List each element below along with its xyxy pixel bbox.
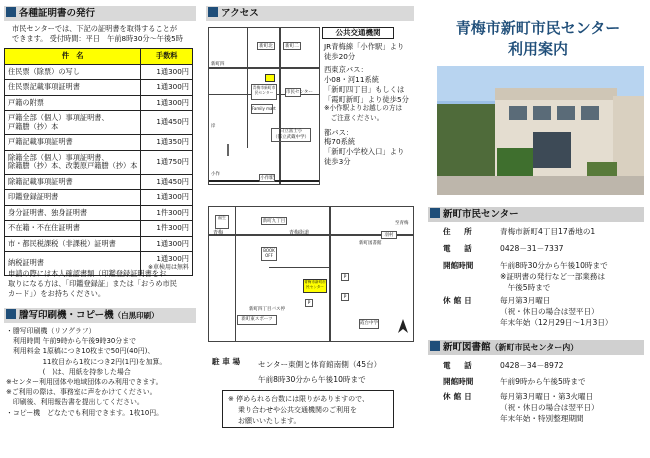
table-row [5, 221, 193, 237]
cell-fee: 1通750円 [141, 150, 193, 174]
map-road [269, 267, 329, 268]
copy-details: ・謄写印刷機（リソグラフ） 利用時間 午前9時から午後9時30分まで 利用料金 1原稿につき10枚まで50円(40円)、 11枚目から1枚につき2円(1円)を加算。 ( )は、用紙を持参した場合 ※センター利用団体や地域団体のみ利用できます。 ※ご利用の際は、事務室に声をかけてください。 印刷後、利用報告書を提出してください。 ・コピー機 どなたでも利用できます。1枚10円。 [6, 327, 167, 417]
header-name: 件 名 [5, 49, 141, 65]
transport-info: JR青梅線「小作駅」より 徒歩20分 西東京バス： 小08・河11系統 「新町四丁目」もしくは 「霞町新町」より徒歩5分 ※小作駅よりお越しの方は ご注意ください。 都バス： 梅70系統 「新町小学校入口」より 徒歩3分 [324, 42, 409, 166]
map-path [227, 144, 241, 156]
fee-table [4, 48, 193, 276]
parking-info: センター東側と体育館南側（45台） 午前8時30分から午後10時まで [258, 360, 382, 384]
cell-name: 印鑑登録証明書 [5, 190, 141, 206]
cell-fee: 1通300円 [141, 80, 193, 96]
center-marker: 青梅市新町市民センター [303, 279, 327, 293]
area-map [208, 27, 320, 185]
map-label: 至青梅 [395, 221, 409, 226]
table-row [5, 205, 193, 221]
table-row [5, 64, 193, 80]
table-row [5, 111, 193, 135]
page-title: 青梅市新町市民センター 利用案内 [455, 19, 621, 58]
cell-name: 住民票記載事項証明書 [5, 80, 141, 96]
parking-notice: ※ 停められる台数には限りがありますので、 乗り合わせや公共交通機関のご利用を お願いいたします。 [222, 390, 394, 428]
map-label: 青梅市新町市民センター [251, 84, 277, 100]
cell-name: 除籍全部（個人）事項証明書、 除籍謄（抄）本、改製原戸籍謄（抄）本 [5, 150, 141, 174]
map-label: 新町四 [211, 62, 225, 67]
parking-label: 駐 車 場 [212, 357, 241, 366]
map-label: 新町北 [257, 42, 275, 50]
cell-name: 市・都民税課税（非課税）証明書 [5, 236, 141, 252]
square-bullet-icon [6, 7, 16, 17]
parking-icon: P [341, 293, 349, 301]
map-label: 福生 [215, 215, 229, 229]
map-label: 岸 [211, 124, 216, 129]
square-bullet-icon [430, 208, 440, 218]
cell-fee: 1通450円 [141, 111, 193, 135]
cell-fee: 1通350円 [141, 135, 193, 151]
table-header-row [5, 49, 193, 65]
square-bullet-icon [208, 7, 218, 17]
certificates-intro: 市民センターでは、下記の証明書を取得することが できます。 受付時間：平日 午前8時30分～午後5時 [12, 24, 183, 43]
transport-title: 公共交通機関 [322, 27, 394, 39]
map-label: BOOK OFF [261, 247, 277, 261]
cell-fee: 1通300円 [141, 95, 193, 111]
map-road [247, 28, 248, 148]
map-label: 青梅 [213, 230, 224, 236]
cell-name: 身分証明書、独身証明書 [5, 205, 141, 221]
building-photo [437, 66, 644, 195]
copy-heading: 謄写印刷機・コピー機（白黒印刷） [4, 308, 196, 323]
cell-fee: 1通450円 [141, 174, 193, 190]
map-label: 新町図書館 [359, 241, 382, 246]
map-label: 新町二 [283, 42, 301, 50]
map-label: 市民センター [286, 90, 313, 95]
map-label: 新町九丁目 [262, 219, 286, 224]
map-label: 新町四丁目バス停 [249, 307, 285, 312]
cell-name: 不在籍・不在住証明書 [5, 221, 141, 237]
north-arrow-icon [397, 319, 409, 335]
table-row [5, 150, 193, 174]
certificates-heading: 各種証明書の発行 [4, 6, 196, 21]
table-row [5, 80, 193, 96]
map-label: 小作 [211, 172, 220, 177]
table-row [5, 174, 193, 190]
cell-fee: 1件300円 [141, 221, 193, 237]
table-row [5, 135, 193, 151]
map-label: 霞台中学 [359, 319, 379, 329]
map-road [329, 207, 331, 341]
map-label: 日立富士小 （都立武蔵中学） [273, 129, 309, 140]
cell-name: 納税証明書 [5, 252, 141, 276]
certificates-notes: 申請の際には本人確認書類（印鑑登録証明書をお 取りになる方は、「印鑑登録証」または「おうめ市民 カード」）をお持ちください。 [8, 269, 177, 298]
table-row [5, 190, 193, 206]
center-marker [265, 74, 275, 82]
square-bullet-icon [6, 309, 16, 319]
header-fee: 手数料 [141, 49, 193, 65]
table-row [5, 236, 193, 252]
cell-fee: 1通300円 ※車検用は無料 [141, 252, 193, 276]
cell-fee: 1通300円 [141, 190, 193, 206]
cell-fee: 1通300円 [141, 236, 193, 252]
parking-icon: P [341, 273, 349, 281]
cell-name: 戸籍記載事項証明書 [5, 135, 141, 151]
map-label: 新町東スポーツ [237, 315, 277, 325]
cell-name: 戸籍の附票 [5, 95, 141, 111]
cell-fee: 1件300円 [141, 205, 193, 221]
cell-name: 戸籍全部（個人）事項証明書、 戸籍謄（抄）本 [5, 111, 141, 135]
map-label: 羽村 [381, 231, 397, 239]
cell-name: 住民票（除票）の写し [5, 64, 141, 80]
center-heading: 新町市民センター [428, 207, 644, 222]
map-label: 青梅街道 [289, 230, 310, 236]
library-heading: 新町図書館（新町市民センター内） [428, 340, 644, 355]
map-road [235, 207, 236, 341]
map-road [209, 67, 319, 69]
square-bullet-icon [430, 341, 440, 351]
parking-icon: P [305, 299, 313, 307]
map-road [279, 28, 281, 184]
access-heading: アクセス [206, 6, 414, 21]
cell-name: 除籍記載事項証明書 [5, 174, 141, 190]
table-row [5, 95, 193, 111]
map-label: Family mart [251, 104, 273, 114]
detail-map [208, 206, 414, 342]
map-label: 小作駅 [260, 176, 274, 181]
cell-fee: 1通300円 [141, 64, 193, 80]
